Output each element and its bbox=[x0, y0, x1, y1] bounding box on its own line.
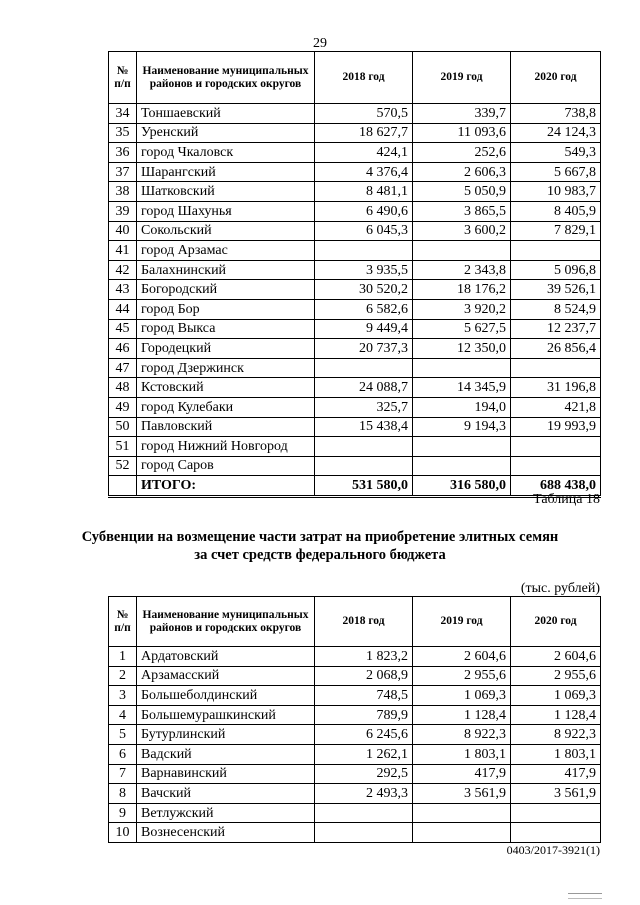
header-2020: 2020 год bbox=[511, 52, 601, 104]
row-number: 51 bbox=[109, 437, 137, 457]
row-number: 4 bbox=[109, 705, 137, 725]
value-2018: 4 376,4 bbox=[315, 162, 413, 182]
value-2019: 1 803,1 bbox=[413, 744, 511, 764]
value-2020 bbox=[511, 437, 601, 457]
value-2018: 748,5 bbox=[315, 686, 413, 706]
table-row bbox=[109, 123, 601, 143]
value-2020: 8 405,9 bbox=[511, 201, 601, 221]
value-2018: 292,5 bbox=[315, 764, 413, 784]
value-2019: 2 955,6 bbox=[413, 666, 511, 686]
value-2018: 6 490,6 bbox=[315, 201, 413, 221]
row-number: 2 bbox=[109, 666, 137, 686]
table-row bbox=[109, 686, 601, 706]
section-title-text: Субвенции на возмещение части затрат на приобретение элитных семян за счет средств федерального бюджета bbox=[81, 529, 559, 563]
header-2020: 2020 год bbox=[511, 597, 601, 647]
table-row bbox=[109, 162, 601, 182]
district-name: Сокольский bbox=[137, 221, 315, 241]
value-2019: 3 920,2 bbox=[413, 299, 511, 319]
value-2019: 18 176,2 bbox=[413, 280, 511, 300]
district-name: Балахнинский bbox=[137, 260, 315, 280]
value-2020: 2 604,6 bbox=[511, 647, 601, 667]
district-name: Большемурашкинский bbox=[137, 705, 315, 725]
row-number: 35 bbox=[109, 123, 137, 143]
row-number: 47 bbox=[109, 358, 137, 378]
header-name: Наименование муниципальных районов и городских округов bbox=[137, 597, 315, 647]
value-2020: 738,8 bbox=[511, 104, 601, 124]
total-num-cell bbox=[109, 476, 137, 497]
value-2019: 2 606,3 bbox=[413, 162, 511, 182]
scan-mark bbox=[568, 893, 602, 899]
district-name: Шарангский bbox=[137, 162, 315, 182]
row-number: 48 bbox=[109, 378, 137, 398]
row-number: 45 bbox=[109, 319, 137, 339]
district-name: город Арзамас bbox=[137, 241, 315, 261]
table-row bbox=[109, 299, 601, 319]
row-number: 39 bbox=[109, 201, 137, 221]
district-name: Ветлужский bbox=[137, 803, 315, 823]
district-name: город Кулебаки bbox=[137, 397, 315, 417]
table-row bbox=[109, 241, 601, 261]
value-2020: 26 856,4 bbox=[511, 339, 601, 359]
district-name: Варнавинский bbox=[137, 764, 315, 784]
value-2018: 9 449,4 bbox=[315, 319, 413, 339]
value-2018: 2 493,3 bbox=[315, 784, 413, 804]
table-row bbox=[109, 666, 601, 686]
row-number: 7 bbox=[109, 764, 137, 784]
value-2019: 2 343,8 bbox=[413, 260, 511, 280]
table-row bbox=[109, 456, 601, 476]
value-2018: 424,1 bbox=[315, 143, 413, 163]
row-number: 10 bbox=[109, 823, 137, 843]
section-title bbox=[0, 528, 640, 564]
value-2020: 39 526,1 bbox=[511, 280, 601, 300]
value-2020 bbox=[511, 241, 601, 261]
row-number: 5 bbox=[109, 725, 137, 745]
total-2018: 531 580,0 bbox=[315, 476, 413, 497]
table-row bbox=[109, 143, 601, 163]
row-number: 8 bbox=[109, 784, 137, 804]
value-2018: 325,7 bbox=[315, 397, 413, 417]
district-name: Павловский bbox=[137, 417, 315, 437]
value-2018: 1 823,2 bbox=[315, 647, 413, 667]
value-2020: 8 922,3 bbox=[511, 725, 601, 745]
value-2018 bbox=[315, 803, 413, 823]
row-number: 6 bbox=[109, 744, 137, 764]
value-2020: 1 069,3 bbox=[511, 686, 601, 706]
table-row bbox=[109, 725, 601, 745]
value-2020: 10 983,7 bbox=[511, 182, 601, 202]
value-2018 bbox=[315, 241, 413, 261]
elite-seeds-table bbox=[108, 596, 601, 843]
table-row bbox=[109, 339, 601, 359]
value-2020: 5 096,8 bbox=[511, 260, 601, 280]
value-2020 bbox=[511, 456, 601, 476]
value-2020 bbox=[511, 358, 601, 378]
value-2018: 6 582,6 bbox=[315, 299, 413, 319]
value-2019: 5 050,9 bbox=[413, 182, 511, 202]
table-body bbox=[109, 647, 601, 843]
value-2020: 8 524,9 bbox=[511, 299, 601, 319]
value-2019 bbox=[413, 803, 511, 823]
district-name: Бутурлинский bbox=[137, 725, 315, 745]
table-row bbox=[109, 437, 601, 457]
row-number: 36 bbox=[109, 143, 137, 163]
value-2018: 8 481,1 bbox=[315, 182, 413, 202]
header-2018: 2018 год bbox=[315, 52, 413, 104]
value-2020: 7 829,1 bbox=[511, 221, 601, 241]
value-2018: 20 737,3 bbox=[315, 339, 413, 359]
table-row bbox=[109, 744, 601, 764]
table-row bbox=[109, 823, 601, 843]
district-name: Большеболдинский bbox=[137, 686, 315, 706]
table-label: Таблица 18 bbox=[533, 492, 600, 507]
district-name: Вознесенский bbox=[137, 823, 315, 843]
value-2019: 3 561,9 bbox=[413, 784, 511, 804]
value-2020: 24 124,3 bbox=[511, 123, 601, 143]
district-name: город Выкса bbox=[137, 319, 315, 339]
page-number: 29 bbox=[313, 36, 327, 51]
row-number: 50 bbox=[109, 417, 137, 437]
table-row bbox=[109, 397, 601, 417]
value-2019: 5 627,5 bbox=[413, 319, 511, 339]
value-2018: 570,5 bbox=[315, 104, 413, 124]
value-2018: 15 438,4 bbox=[315, 417, 413, 437]
district-name: Тоншаевский bbox=[137, 104, 315, 124]
value-2019 bbox=[413, 823, 511, 843]
district-name: город Шахунья bbox=[137, 201, 315, 221]
value-2018: 2 068,9 bbox=[315, 666, 413, 686]
header-num: № п/п bbox=[109, 52, 137, 104]
table-row bbox=[109, 378, 601, 398]
row-number: 3 bbox=[109, 686, 137, 706]
value-2020: 549,3 bbox=[511, 143, 601, 163]
value-2019: 252,6 bbox=[413, 143, 511, 163]
subsidy-table-continued bbox=[108, 51, 601, 498]
table-row bbox=[109, 201, 601, 221]
row-number: 1 bbox=[109, 647, 137, 667]
total-row bbox=[109, 476, 601, 497]
district-name: Вачский bbox=[137, 784, 315, 804]
district-name: Вадский bbox=[137, 744, 315, 764]
value-2019: 11 093,6 bbox=[413, 123, 511, 143]
value-2018: 789,9 bbox=[315, 705, 413, 725]
value-2019: 9 194,3 bbox=[413, 417, 511, 437]
value-2019: 12 350,0 bbox=[413, 339, 511, 359]
table-row bbox=[109, 280, 601, 300]
table-header-row bbox=[109, 52, 601, 104]
district-name: город Нижний Новгород bbox=[137, 437, 315, 457]
value-2019: 417,9 bbox=[413, 764, 511, 784]
table-row bbox=[109, 358, 601, 378]
row-number: 40 bbox=[109, 221, 137, 241]
table-row bbox=[109, 647, 601, 667]
total-2019: 316 580,0 bbox=[413, 476, 511, 497]
total-2020: 688 438,0 bbox=[511, 476, 601, 497]
value-2018: 3 935,5 bbox=[315, 260, 413, 280]
value-2019: 1 128,4 bbox=[413, 705, 511, 725]
district-name: Богородский bbox=[137, 280, 315, 300]
row-number: 44 bbox=[109, 299, 137, 319]
value-2019 bbox=[413, 456, 511, 476]
table-row bbox=[109, 182, 601, 202]
table-row bbox=[109, 417, 601, 437]
value-2018: 18 627,7 bbox=[315, 123, 413, 143]
value-2020: 3 561,9 bbox=[511, 784, 601, 804]
header-2019: 2019 год bbox=[413, 52, 511, 104]
table-row bbox=[109, 319, 601, 339]
value-2018 bbox=[315, 358, 413, 378]
value-2019: 339,7 bbox=[413, 104, 511, 124]
district-name: Городецкий bbox=[137, 339, 315, 359]
district-name: Ардатовский bbox=[137, 647, 315, 667]
district-name: город Дзержинск bbox=[137, 358, 315, 378]
value-2020 bbox=[511, 803, 601, 823]
value-2019: 2 604,6 bbox=[413, 647, 511, 667]
table-row bbox=[109, 803, 601, 823]
value-2020: 2 955,6 bbox=[511, 666, 601, 686]
row-number: 34 bbox=[109, 104, 137, 124]
district-name: город Саров bbox=[137, 456, 315, 476]
row-number: 49 bbox=[109, 397, 137, 417]
total-label: ИТОГО: bbox=[137, 476, 315, 497]
value-2019 bbox=[413, 437, 511, 457]
table-body bbox=[109, 104, 601, 476]
value-2020: 19 993,9 bbox=[511, 417, 601, 437]
district-name: Шатковский bbox=[137, 182, 315, 202]
table-row bbox=[109, 764, 601, 784]
value-2019: 3 600,2 bbox=[413, 221, 511, 241]
value-2019: 8 922,3 bbox=[413, 725, 511, 745]
value-2020 bbox=[511, 823, 601, 843]
value-2020: 1 803,1 bbox=[511, 744, 601, 764]
value-2019: 1 069,3 bbox=[413, 686, 511, 706]
row-number: 41 bbox=[109, 241, 137, 261]
table-header-row bbox=[109, 597, 601, 647]
value-2019 bbox=[413, 241, 511, 261]
value-2018 bbox=[315, 437, 413, 457]
row-number: 38 bbox=[109, 182, 137, 202]
district-name: город Чкаловск bbox=[137, 143, 315, 163]
district-name: город Бор bbox=[137, 299, 315, 319]
row-number: 46 bbox=[109, 339, 137, 359]
row-number: 9 bbox=[109, 803, 137, 823]
row-number: 42 bbox=[109, 260, 137, 280]
table-row bbox=[109, 784, 601, 804]
header-2019: 2019 год bbox=[413, 597, 511, 647]
value-2020: 1 128,4 bbox=[511, 705, 601, 725]
header-name: Наименование муниципальных районов и городских округов bbox=[137, 52, 315, 104]
value-2019: 3 865,5 bbox=[413, 201, 511, 221]
value-2020: 31 196,8 bbox=[511, 378, 601, 398]
value-2020: 12 237,7 bbox=[511, 319, 601, 339]
value-2019: 194,0 bbox=[413, 397, 511, 417]
value-2018: 30 520,2 bbox=[315, 280, 413, 300]
table-row bbox=[109, 104, 601, 124]
value-2018: 24 088,7 bbox=[315, 378, 413, 398]
value-2019: 14 345,9 bbox=[413, 378, 511, 398]
district-name: Уренский bbox=[137, 123, 315, 143]
row-number: 43 bbox=[109, 280, 137, 300]
value-2018: 6 045,3 bbox=[315, 221, 413, 241]
value-2018 bbox=[315, 823, 413, 843]
district-name: Кстовский bbox=[137, 378, 315, 398]
table-row bbox=[109, 221, 601, 241]
header-2018: 2018 год bbox=[315, 597, 413, 647]
row-number: 37 bbox=[109, 162, 137, 182]
document-code: 0403/2017-3921(1) bbox=[506, 843, 600, 857]
value-2020: 417,9 bbox=[511, 764, 601, 784]
district-name: Арзамасский bbox=[137, 666, 315, 686]
value-2018: 1 262,1 bbox=[315, 744, 413, 764]
value-2018: 6 245,6 bbox=[315, 725, 413, 745]
value-2020: 421,8 bbox=[511, 397, 601, 417]
row-number: 52 bbox=[109, 456, 137, 476]
value-2018 bbox=[315, 456, 413, 476]
table-row bbox=[109, 705, 601, 725]
units-note: (тыс. рублей) bbox=[520, 581, 600, 596]
value-2019 bbox=[413, 358, 511, 378]
value-2020: 5 667,8 bbox=[511, 162, 601, 182]
header-num: № п/п bbox=[109, 597, 137, 647]
table-row bbox=[109, 260, 601, 280]
